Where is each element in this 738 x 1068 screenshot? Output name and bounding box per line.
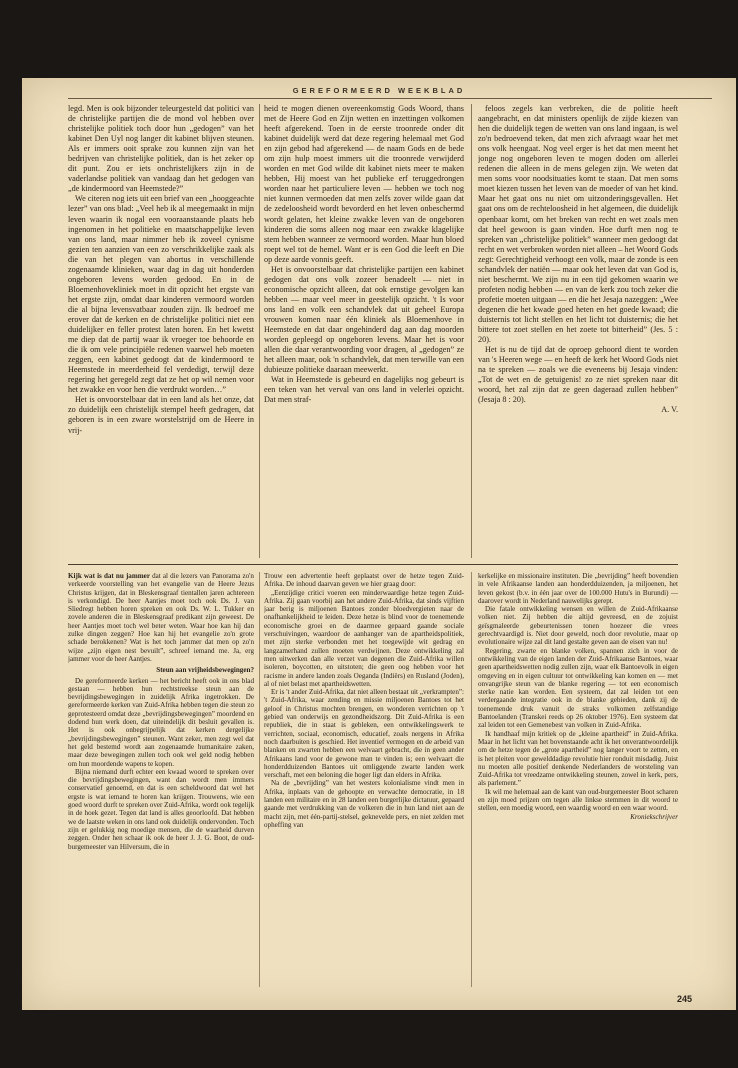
paragraph: Het is onvoorstelbaar dat christelijke partijen een kabinet gedogen dat ons volk zozeer benadeelt — niet in economische opzicht alleen, dat ook ernstige gevolgen kan hebben — maar veel meer in geestelijk opzicht. 't Is voor ons land en volk een schandvlek dat uit geheel Europa vrouwen komen naar één kliniek als Bloemenhove in Heemstede en dat daar ongehinderd dag aan dag moorden worden gepleegd op ongeboren levens. Maar het is voor allen die daar verantwoording voor dragen, al „gedogen” ze het alleen maar, ook 'n schandvlek, dat men terwille van een dubieuze politieke daaraan meewerkt. [264, 264, 464, 375]
column-divider [259, 104, 260, 558]
paragraph: legd. Men is ook bijzonder teleurgesteld dat politici van de christelijke partijen die de mond vol hebben over christelijke politiek toch door hun „gedogen” van het kabinet Den Uyl nog langer dit kabinet blijven steunen. Als er immers ooit sprake zou kunnen zijn van het bedrijven van christelijke politiek, dan is het zeker op dit punt. Zou er iets onchristelijkers zijn in de vaderlandse politiek van vandaag dan het gedogen van „de kindermoord van Heemstede?” [68, 104, 254, 194]
paragraph: heid te mogen dienen overeenkomstig Gods Woord, thans met de Heere God en Zijn wetten en inzettingen volkomen heeft afgerekend. Toen in de eerste troonrede onder dit kabinet duidelijk werd dat deze regering helemaal met God en zijn gebod had afgerekend — de naam Gods en de bede om zijn hulp moest immers uit die troonrede verwijderd worden en met God wilde dit kabinet niets meer te maken hebben, Hij moest van het publieke erf teruggedrongen worden naar het particuliere leven — hebben we toch nog niet kunnen vermoeden dat men zelfs zover wilde gaan dat de zedeloosheid wordt bevorderd en het leven onbeschermd wordt gelaten, het kleine zwakke leven van de ongeboren kinderen die soms alleen nog maar een zwakke klagelijke stem hebben wanneer ze vermoord worden. Maar hun bloed roept wel tot de hemel. Want er is een God die leeft en Die op deze aarde vonnis geeft. [264, 104, 464, 264]
paragraph: Trouw een advertentie heeft geplaatst over de hetze tegen Zuid-Afrika. De inhoud daarvan geven we hier graag door: [264, 572, 464, 589]
lead-in: Kijk wat is dat nu jammer [68, 572, 150, 580]
paragraph: Kijk wat is dat nu jammer dat al die lezers van Panorama zo'n verkeerde voorstelling van het evangelie van de Heere Jezus Christus krijgen, dat in Bleskensgraaf tientallen jaren achtereen is verkondigd. De heer Aantjes moet toch ook Ds. J. van Sliedregt hebben horen spreken en ook Ds. W. L. Tukker en zovele anderen die in Bleskensgraaf predikant zijn geweest. De heer Aantjes moet toch wel beter weten. Waar hoe kan hij dan zulke dingen zeggen? Hoe kan hij het evangelie zo'n grote schade berokkenen? Wat is het toch jammer dat men op zo'n wijze „zijn eigen nest bevuilt”, schreef iemand me. Ja, erg jammer voor de heer Aantjes. [68, 572, 254, 663]
paragraph: Die fatale ontwikkeling wensen en willen de Zuid-Afrikaanse volken niet. Zij hebben die altijd gevreesd, en de zojuist geïsgmaleerde gebeurtenissen tonen hoezeer die vrees gerechtvaardigd is. Niet door geweld, noch door revolutie, maar op evolutionaire wijze zal dit land gestalte geven aan de eisen van nu! [478, 605, 678, 647]
column-divider [471, 104, 472, 558]
paragraph: kerkelijke en missionaire instituten. Die „bevrijding” heeft bovendien in vele Afrikaanse landen aan honderdduizenden, ja miljoenen, het leven gekost (b.v. in één jaar over de 100.000 Hutu's in Burundi) — daarover wordt in Nederland nauwelijks gerept. [478, 572, 678, 605]
kroniek-column-3 [478, 572, 678, 992]
paragraph: feloos zegels kan verbreken, die de politie heeft aangebracht, en dat ministers openlijk de zijde kiezen van hen die duidelijk tegen de wetten van ons land ingaan, is wel zo'n bedroevend teken, dat men zich afvraagt waar het met ons volk heengaat. Nog veel erger is het dat men meent het jonge nog ongeboren leven te mogen doden om allerlei redenen die alleen in de mens gelegen zijn. We weten dat men soms voor noodsituaties komt te staan. Dat men soms moet kiezen tussen het leven van de moeder of van het kind. Maar het gaat ons nu niet om uitzonderingsgevallen. Het gaat ons om de rechteloosheid in het algemeen, die duidelijk openbaar komt, om het breken van recht en wet zoals men dat heel gewoon is gaan vinden. Hoe durft men nog te spreken van „christelijke politiek” wanneer men gedoogt dat recht en wet verbroken worden niet alleen – het Woord Gods zegt: Gerechtigheid verhoogt een volk, maar de zonde is een schandvlek der natiën — maar ook het leven dat van God is, niet beschermt. We zijn nu in een tijd gekomen waarin we profeten nodig hebben — en van de kerk zou toch zeker die profetie moeten uitgaan — en die het Jesaja nazeggen: „Wee degenen die het kwade goed heten en het goede kwaad; die duisternis tot licht stellen en het licht tot duisternis; die het bittere tot zoet stellen en het zoete tot bitterheid” (Jes. 5 : 20). [478, 104, 678, 345]
article-column-1 [68, 104, 254, 562]
paragraph: Bijna niemand durft echter een kwaad woord te spreken over die bevrijdingsbewegingen, want dan wordt men immers conservatief genoemd, en dat is een scheldwoord dat wel het ergste is wat iemand te horen kan krijgen. Trouwens, wie een goed woord durft te spreken over Zuid-Afrika, wordt ook tegelijk in de hoek gezet. Tegen dat land is alles geoorloofd. Dat hebben we de laatste weken in ons land ook duidelijk ondervonden. Toch zijn er gelukkig nog moedige mensen, die de waarheid durven zeggen. Onder hen schaar ik ook de heer J. J. G. Boot, de oud-burgemeester van Hilversum, die in [68, 767, 254, 851]
paragraph: Het is nu de tijd dat de oproep gehoord dient te worden van 's Heeren wege — en heeft de kerk het Woord Gods niet na te spreken — zoals we die eveneens bij Jesaja vinden: „Tot de wet en de getuigenis! zo ze niet spreken naar dit woord, het zal zijn dat ze geen dageraad zullen hebben” (Jesaja 8 : 20). [478, 345, 678, 405]
article-column-2 [264, 104, 464, 562]
author-signature: Kroniekschrijver [630, 812, 678, 821]
paragraph: Wat in Heemstede is gebeurd en dagelijks nog gebeurt is een teken van het verval van ons land in velerlei opzicht. Dat men straf- [264, 375, 464, 405]
header-rule [68, 98, 712, 99]
paragraph: Ik handhaaf mijn kritiek op de „kleine apartheid” in Zuid-Afrika. Maar in het licht van het bovenstaande acht ik het onverantwoordelijk om de hetze tegen de „grote apartheid” nog langer voort te zetten, en is het pleiten voor gewelddadige revolutie hier ronduit misdadig. Juist nu moeten alle positief denkende Nederlanders de worsteling van Zuid-Afrika tot vreedzame ontwikkeling steunen, zowel in kerk, pers, als parlement.” [478, 729, 678, 788]
paragraph: „Eenzijdige critici voeren een minderwaardige hetze tegen Zuid-Afrika. Zij gaan voorbij aan het andere Zuid-Afrika, dat sinds vijftien jaar berig is miljoenen Bantoes zonder bloedvergieten naar de onafhankelijkheid te leiden. Deze hetze is blind voor de toenemende economische groei en de daarmee gepaard gaande sociale verschuivingen, waardoor de aanhanger van de apartheidspolitiek, met zijn sterke verbonden met het toegewijde wit gedrag en langzamerhand zullen moeten verdwijnen. Deze ontwikkeling zal men uitwerken dan alle verzet van degenen die Zuid-Afrika willen isoleren, boycotten, en uitstoten; die geen oog hebben voor het racisme in andere landen zoals Oeganda (Indiërs) en Rusland (Joden), al of niet belast met apartheidswetten. [264, 588, 464, 688]
kroniek-column-1 [68, 572, 254, 992]
paragraph: Er is 't ander Zuid-Afrika, dat niet alleen bestaat uit „verkrampten”: 't Zuid-Afrika, waar zending en missie miljoenen Bantoes tot het geloof in Christus mochten brengen, en wonderen verrichten op 't gebied van onderwijs en gezondheidszorg. Dit Zuid-Afrika is een republiek, die in staat is gebleken, een ontwikkelingswerk te verrichten, sociaal, economisch, educatief, zoals nergens in Afrika noch daarbuiten is geschied. Het inventief vermogen en de arbeid van blanken en zwarten hebben een welvaart gebracht, die in geen ander Afrikaans land voor de gewone man te vinden is; een welvaart die honderdduizenden Bantoes uit omliggende zwarte landen werk verschaft, met een beloning die hoger ligt dan elders in Afrika. [264, 688, 464, 780]
paragraph: We citeren nog iets uit een brief van een „hooggeachte lezer” van ons blad: „Veel heb ik al meegemaakt in mijn leven waarin ik nogal een vooraanstaande plaats heb ingenomen in het politieke en maatschappelijke leven van ons land, maar nimmer heb ik zoveel cynisme gezien ten aanzien van een zo verschrikkelijke zaak als die van het plegen van abortus in verschillende zogenaamde klinieken, waar dag in dag uit honderden ongeboren levens worden gedood. En in de Bloemenhovekliniek moet in dit opzicht het ergste van het ergste zijn, omdat daar kinderen vermoord worden die al bijna levensvatbaar zouden zijn. Ik bedroef me erover dat de kerken en de christelijke politici niet een duidelijker en feller protest laten horen. En het kwetst me diep dat de partij waar ik vroeger toe behoorde en die ik om vele principiële redenen vaarwel heb moeten zeggen, een kabinet gedoogt dat de kindermoord te Heemstede in meerderheid fel verdedigt, terwijl deze regering het geregeld zegt dat ze het op wil nemen voor het zwakke en voor hen die verdrukt worden…” [68, 194, 254, 395]
paragraph: Het is onvoorstelbaar dat in een land als het onze, dat zo duidelijk een christelijk stempel heeft gedragen, dat geboren is in een zware worstelstrijd om de Heere in vrij- [68, 395, 254, 435]
paragraph: De gereformeerde kerken — het bericht heeft ook in ons blad gestaan — hebben hun rechtstreekse steun aan de bevrijdingsbewegingen in zuidelijk Afrika ingetrokken. De gereformeerde kerken van Zuid-Afrika hebben tegen die steun zo geprotesteerd omdat deze „bevrijdingsbewegingen” moordend en dodend hun werk doen, dat uiteindelijk dit besluit gevallen is. Het is ook onbegrijpelijk dat kerken dergelijke „bevrijdingsbewegingen” steunen. Want zeker, men zegt wel dat het geld bestemd wordt aan zogenaamde humanitaire zaken, maar deze bewegingen zullen toch ook wel geld nodig hebben om hun moordende wapens te kopen. [68, 676, 254, 768]
page-number: 245 [676, 994, 692, 1004]
running-header: GEREFORMEERD WEEKBLAD [292, 86, 466, 95]
magazine-page [22, 78, 736, 1010]
author-initials: A. V. [661, 405, 678, 415]
section-rule [68, 564, 678, 565]
kroniek-column-2 [264, 572, 464, 992]
column-divider [259, 572, 260, 987]
article-column-3 [478, 104, 678, 562]
paragraph: Ik wil me helemaal aan de kant van oud-burgemeester Boot scharen en zijn moed prijzen om tegen alle linkse stemmen in dit woord te stellen, een moedig woord, een waardig woord en een waar woord. [478, 787, 678, 813]
paragraph: Regering, zwarte en blanke volken, spannen zich in voor de ontwikkeling van de eigen landen der Zuid-Afrikaanse Bantoes, waar geen apartheidswetten nodig zullen zijn, waar elk Bantoevolk in eigen omgeving en in eigen cultuur tot ontwikkeling kan komen en — met onvangrijke steun van de blanke regering — tot een economisch sterke natie kan worden. Een systeem, dat zal leiden tot een verdergaande integratie ook in de blanke gebieden, dank zij de toenemende druk vanuit de straks volkomen zelfstandige Bantoelanden (Transkei reeds op 26 oktober 1976). Een systeem dat zal leiden tot een Gemenebest van volken in Zuid-Afrika. [478, 646, 678, 730]
column-divider [471, 572, 472, 987]
paragraph: Na de „bevrijding” van het westers kolonialisme vindt men in Afrika, inplaats van de gehoopte en verwachte democratie, in 18 landen een militaire en in 28 landen een burgerlijke dictatuur, gepaard gaande met verdrukking van de volkeren die in hun land niet aan de macht zijn, met één-partij-stelsel, geknevelde pers, en niet zelden met opheffing van [264, 779, 464, 829]
section-heading: Steun aan vrijheidsbewegingen? [156, 666, 254, 675]
